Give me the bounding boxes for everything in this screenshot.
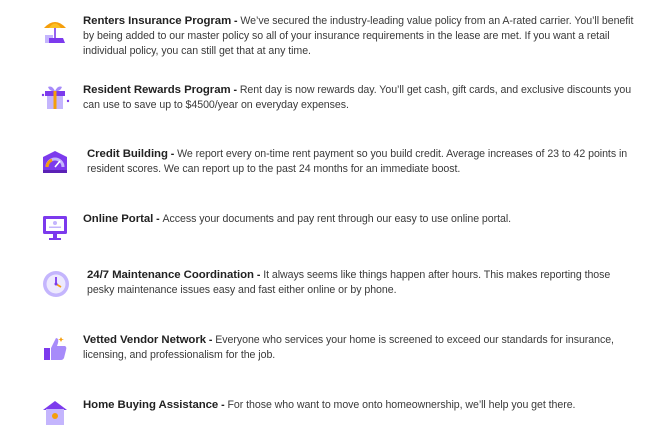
benefit-description: It always seems like things happen after hours. This makes reporting those pesky maintenance issues easy and fast either online or by phone.	[87, 269, 611, 296]
benefit-title: Home Buying Assistance	[83, 399, 219, 411]
house-key-icon	[40, 398, 72, 430]
title-separator: -	[153, 213, 163, 225]
benefit-text	[83, 398, 640, 413]
title-separator: -	[206, 334, 216, 346]
benefit-description: Everyone who services your home is screened to exceed our standards for insurance, licensing, and professionalism for the job.	[83, 334, 614, 361]
thumbs-up-icon	[40, 333, 72, 365]
benefit-description: We’ve secured the industry-leading value policy from an A-rated carrier. You’ll benefit by being added to our master policy so all of your insurance requirements in the lease are met. If you want a retail individual policy, you can still get that at any time.	[83, 15, 634, 57]
title-separator: -	[230, 84, 240, 96]
benefit-description: For those who want to move onto homeownership, we’ll help you get there.	[227, 399, 576, 411]
title-separator: -	[253, 269, 264, 281]
benefit-title: 24/7 Maintenance Coordination	[87, 269, 254, 281]
benefit-title: Online Portal	[83, 213, 154, 225]
benefit-description: We report every on-time rent payment so you build credit. Average increases of 23 to 42 points in resident scores. We can report up to the past 24 months for an immediate boost.	[87, 148, 628, 175]
gift-icon	[40, 83, 72, 115]
umbrella-icon	[40, 14, 72, 46]
title-separator: -	[231, 15, 241, 27]
benefit-text	[83, 212, 640, 227]
benefit-text	[87, 268, 640, 298]
credit-gauge-icon	[40, 147, 72, 179]
benefit-text	[83, 83, 640, 113]
benefit-description: Access your documents and pay rent through our easy to use online portal.	[162, 213, 512, 225]
benefit-text	[83, 14, 640, 59]
benefit-description: Rent day is now rewards day. You’ll get cash, gift cards, and exclusive discounts you can use to save up to $4500/year on everyday expenses.	[83, 84, 632, 111]
title-separator: -	[218, 399, 228, 411]
benefit-title: Resident Rewards Program	[83, 84, 231, 96]
computer-monitor-icon	[40, 212, 72, 244]
benefit-title: Renters Insurance Program	[83, 15, 232, 27]
title-separator: -	[167, 148, 178, 160]
benefit-text	[87, 147, 640, 177]
benefit-title: Vetted Vendor Network	[83, 334, 207, 346]
benefit-text	[83, 333, 640, 363]
benefit-title: Credit Building	[87, 148, 168, 160]
clock-icon	[40, 268, 72, 300]
